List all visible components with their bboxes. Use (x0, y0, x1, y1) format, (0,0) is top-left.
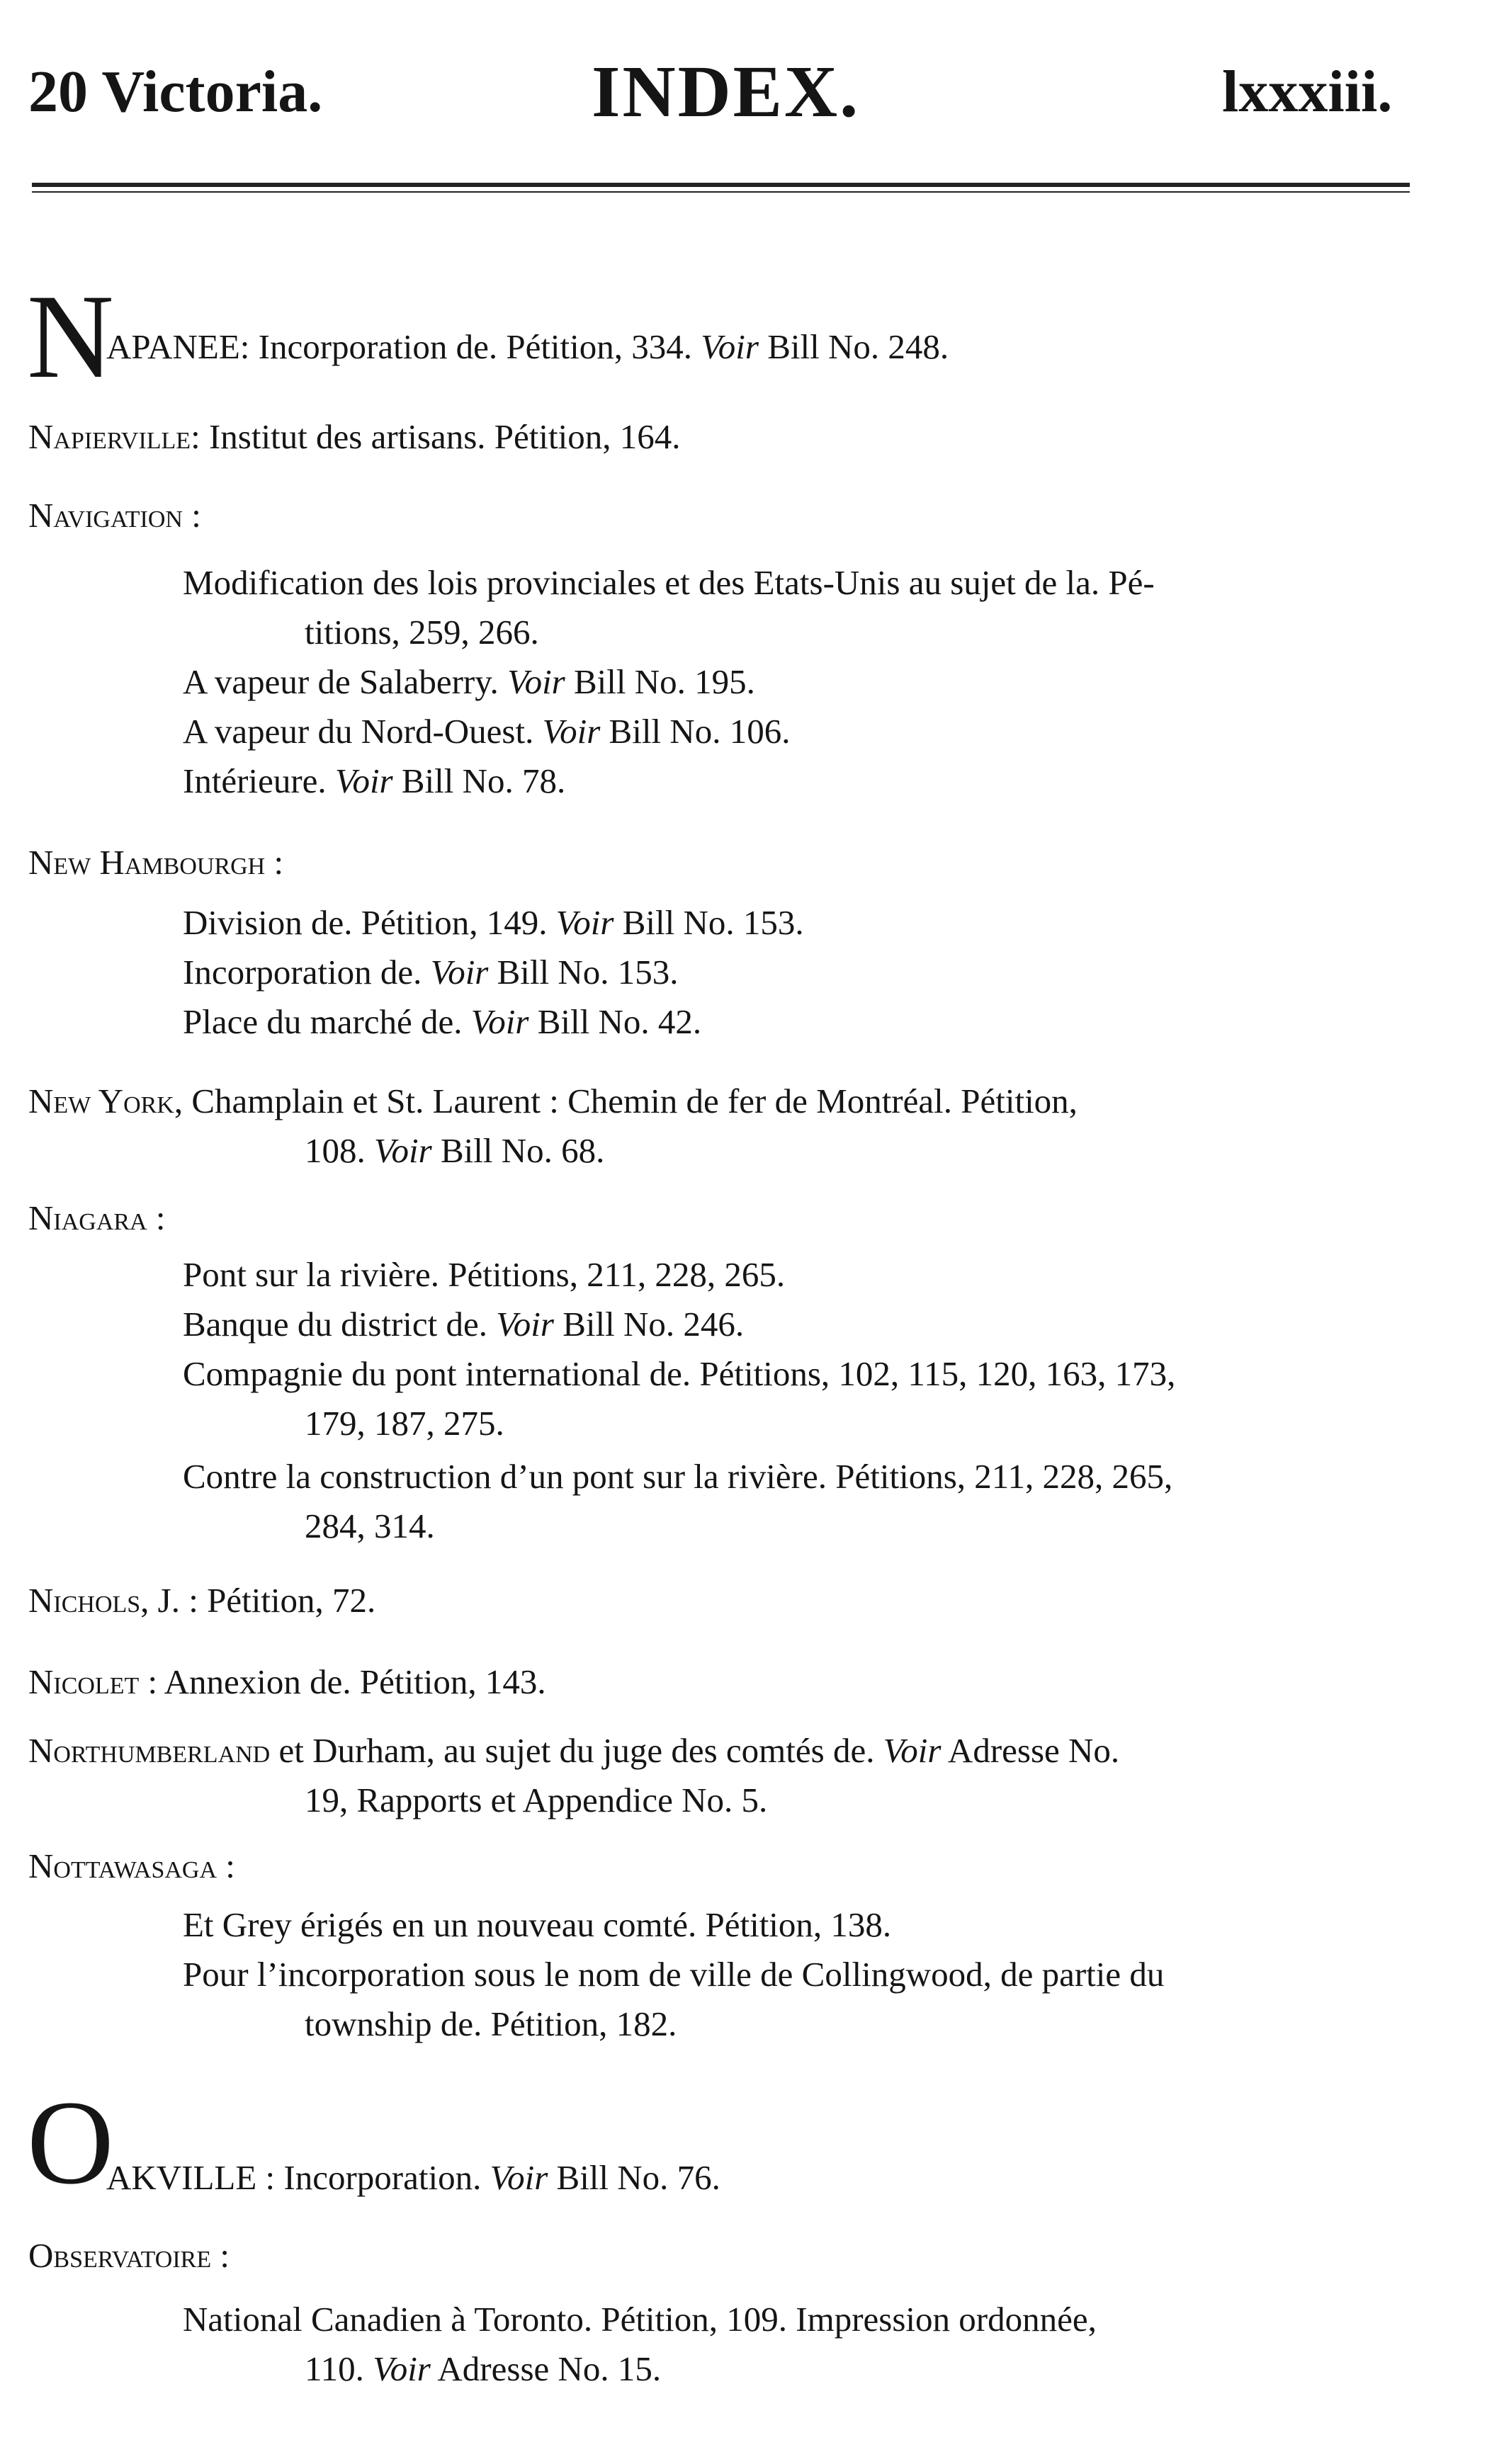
entry-nicolet: Nicolet : Annexion de. Pétition, 143. (28, 1662, 546, 1701)
entry-continuation: 108. Voir Bill No. 68. (305, 1131, 605, 1170)
header-rule-thin (32, 191, 1410, 193)
entry-head: Napierville (28, 417, 191, 456)
entry-head: Niagara (28, 1198, 147, 1237)
entry-northumberland: Northumberland et Durham, au sujet du juge des comtés de. Voir Adresse No. (28, 1731, 1120, 1770)
subentry: Incorporation de. Voir Bill No. 153. (183, 953, 679, 992)
subentry-continuation: 110. Voir Adresse No. 15. (305, 2349, 662, 2388)
page-number: lxxxiii. (1222, 59, 1393, 125)
subentry: Pour l’incorporation sous le nom de ville de Collingwood, de partie du (183, 1955, 1165, 1994)
entry-head: Northumberland (28, 1731, 271, 1770)
subentry: Banque du district de. Voir Bill No. 246. (183, 1305, 745, 1344)
dropcap-o: O (27, 2076, 114, 2209)
subentry: Contre la construction d’un pont sur la rivière. Pétitions, 211, 228, 265, (183, 1457, 1173, 1496)
entry-head: New York (28, 1081, 174, 1120)
subentry: National Canadien à Toronto. Pétition, 109. Impression ordonnée, (183, 2300, 1097, 2339)
entry-head: New Hambourgh (28, 843, 266, 882)
entry-nottawasaga: Nottawasaga : (28, 1846, 235, 1885)
page-title: INDEX. (592, 51, 861, 132)
session-label: 20 Victoria. (28, 59, 323, 125)
entry-head: Observatoire (28, 2236, 212, 2275)
subentry: Intérieure. Voir Bill No. 78. (183, 761, 566, 800)
subentry-continuation: titions, 259, 266. (305, 613, 539, 652)
entry-new-hambourgh: New Hambourgh : (28, 843, 284, 882)
dropcap-n: N (27, 270, 114, 403)
subentry: Et Grey érigés en un nouveau comté. Pétition, 138. (183, 1905, 892, 1944)
entry-navigation: Navigation : (28, 496, 201, 535)
entry-head: APANEE (106, 327, 240, 366)
header-rule (32, 183, 1410, 187)
entry-napanee: APANEE: Incorporation de. Pétition, 334. Voir Bill No. 248. (106, 327, 949, 366)
entry-head: Nichols (28, 1581, 141, 1620)
subentry: Place du marché de. Voir Bill No. 42. (183, 1002, 702, 1041)
subentry: Pont sur la rivière. Pétitions, 211, 228, 265. (183, 1255, 786, 1294)
entry-napierville: Napierville: Institut des artisans. Pétition, 164. (28, 417, 681, 456)
entry-oakville: AKVILLE : Incorporation. Voir Bill No. 76. (106, 2158, 720, 2197)
subentry-continuation: 179, 187, 275. (305, 1404, 504, 1443)
entry-nichols: Nichols, J. : Pétition, 72. (28, 1581, 376, 1620)
entry-head: Navigation (28, 496, 183, 535)
entry-head: Nottawasaga (28, 1846, 217, 1885)
entry-observatoire: Observatoire : (28, 2236, 230, 2275)
entry-niagara: Niagara : (28, 1198, 166, 1237)
subentry-continuation: 284, 314. (305, 1506, 435, 1545)
subentry: Modification des lois provinciales et des Etats-Unis au sujet de la. Pé- (183, 563, 1155, 602)
page-header (0, 53, 1487, 131)
entry-head: AKVILLE (106, 2158, 257, 2197)
entry-continuation: 19, Rapports et Appendice No. 5. (305, 1781, 768, 1819)
entry-head: Nicolet (28, 1662, 140, 1701)
subentry-continuation: township de. Pétition, 182. (305, 2004, 677, 2043)
subentry: A vapeur de Salaberry. Voir Bill No. 195. (183, 662, 755, 701)
entry-new-york: New York, Champlain et St. Laurent : Chemin de fer de Montréal. Pétition, (28, 1081, 1078, 1120)
subentry: Division de. Pétition, 149. Voir Bill No. 153. (183, 903, 804, 942)
subentry: A vapeur du Nord-Ouest. Voir Bill No. 106. (183, 712, 791, 751)
subentry: Compagnie du pont international de. Pétitions, 102, 115, 120, 163, 173, (183, 1354, 1176, 1393)
